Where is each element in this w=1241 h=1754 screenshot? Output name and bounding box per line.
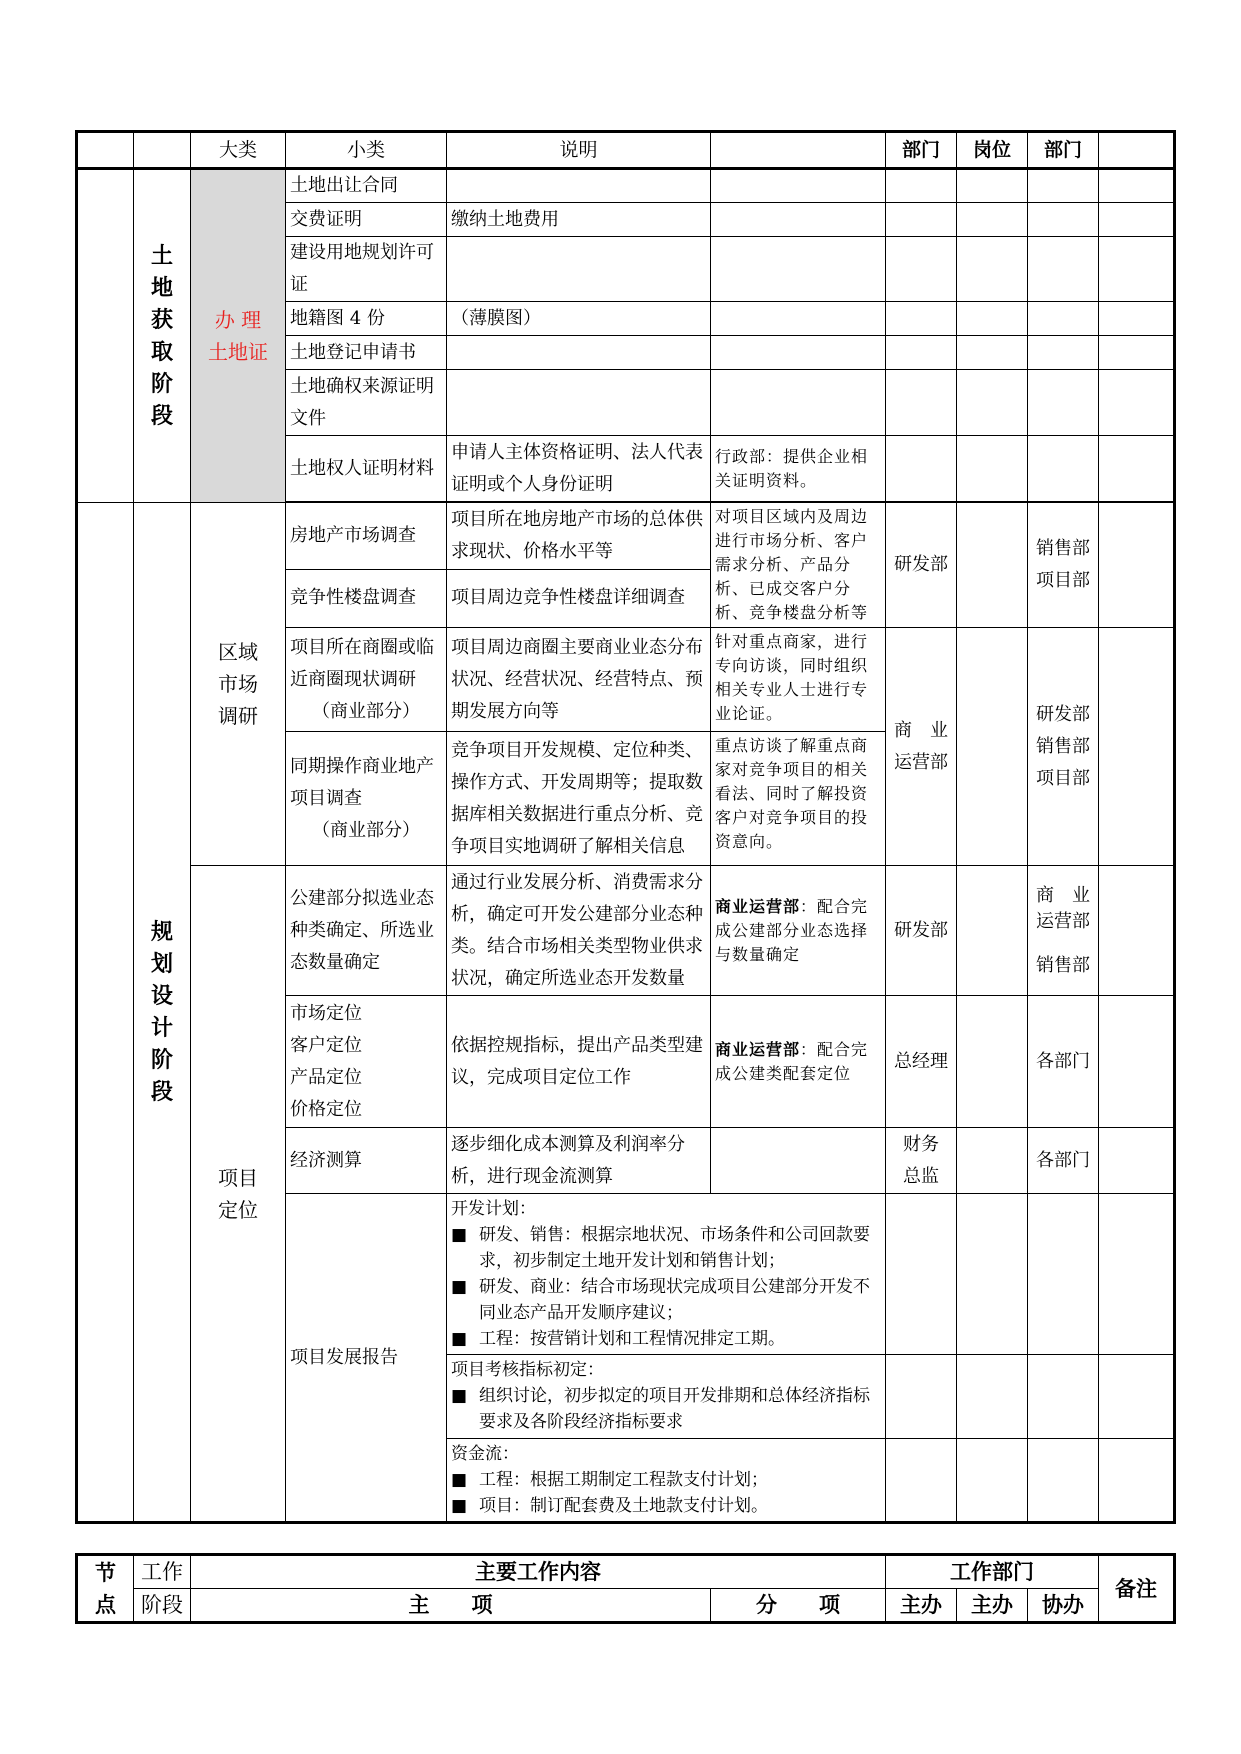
assist-dept: 研发部 销售部 项目部 — [1028, 628, 1099, 866]
description: 项目周边商圈主要商业业态分布状况、经营状况、经营特点、预期发展方向等 — [447, 628, 711, 732]
sub-item: 竞争性楼盘调查 — [286, 569, 447, 627]
header-category: 大类 — [191, 132, 286, 169]
description: 项目周边竞争性楼盘详细调查 — [447, 569, 711, 627]
position — [957, 1128, 1028, 1194]
work-content-table — [75, 130, 1176, 1524]
description: 申请人主体资格证明、法人代表证明或个人身份证明 — [447, 436, 711, 502]
table-header-row — [77, 132, 1175, 169]
header-blank-3 — [711, 132, 886, 169]
header-sub-item: 分 项 — [711, 1589, 886, 1623]
description — [447, 237, 711, 302]
header-dept-2: 部门 — [1028, 132, 1099, 169]
lead-dept: 商 业 运营部 — [886, 628, 957, 866]
sub-item: 市场定位 客户定位 产品定位 价格定位 — [286, 996, 447, 1128]
development-plan: 开发计划： ■ 研发、销售：根据宗地状况、市场条件和公司回款要求，初步制定土地开发计划和销售计划； ■ 研发、商业：结合市场现状完成项目公建部分开发不同业态产品开发顺序建议； ■ 工程：按营销计划和工程情况排定工期。 — [447, 1194, 886, 1355]
header-main-content: 主要工作内容 — [191, 1555, 886, 1589]
header-blank-1 — [77, 132, 134, 169]
remark — [1099, 866, 1175, 996]
header-work-dept: 工作部门 — [886, 1555, 1099, 1589]
header-position: 岗位 — [957, 132, 1028, 169]
table-row — [77, 1589, 1175, 1623]
description: 项目所在地房地产市场的总体供求现状、价格水平等 — [447, 503, 711, 570]
description — [447, 336, 711, 370]
category-market-research: 区域 市场 调研 — [191, 503, 286, 866]
description: 依据控规指标，提出产品类型建议，完成项目定位工作 — [447, 996, 711, 1128]
cash-flow: 资金流： ■ 工程：根据工期制定工程款支付计划； ■ 项目：制订配套费及土地款支付计划。 — [447, 1439, 886, 1523]
note: 重点访谈了解重点商家对竞争项目的相关看法、同时了解投资客户对竞争项目的投资意向。 — [711, 732, 886, 866]
lead-dept: 研发部 — [886, 503, 957, 628]
header-node: 节 点 — [77, 1555, 134, 1623]
header-assist: 协办 — [1028, 1589, 1099, 1623]
note: 行政部：提供企业相关证明资料。 — [711, 436, 886, 502]
header-lead-1: 主办 — [886, 1589, 957, 1623]
node-cell — [77, 503, 134, 1523]
header-blank-2 — [134, 132, 191, 169]
position — [957, 996, 1028, 1128]
position — [957, 866, 1028, 996]
sub-item: 交费证明 — [286, 203, 447, 237]
sub-item: 土地确权来源证明文件 — [286, 370, 447, 436]
category-project-positioning: 项目 定位 — [191, 866, 286, 1523]
sub-item: 同期操作商业地产项目调查 （商业部分） — [286, 732, 447, 866]
header-remark: 备注 — [1099, 1555, 1175, 1623]
note — [711, 169, 886, 203]
header-lead-2: 主办 — [957, 1589, 1028, 1623]
description: （薄膜图） — [447, 302, 711, 336]
category-land-certificate: 办 理 土地证 — [191, 169, 286, 503]
assist-dept: 销售部 项目部 — [1028, 503, 1099, 628]
sub-item: 公建部分拟选业态种类确定、所选业态数量确定 — [286, 866, 447, 996]
position — [957, 628, 1028, 866]
note — [711, 1128, 886, 1194]
node-cell — [77, 169, 134, 503]
table-row — [77, 169, 1175, 203]
table-row — [77, 503, 1175, 570]
header-subcategory: 小类 — [286, 132, 447, 169]
table-row — [77, 1555, 1175, 1589]
lead-dept: 总经理 — [886, 996, 957, 1128]
description: 通过行业发展分析、消费需求分析，确定可开发公建部分业态种类。结合市场相关类型物业供求状况，确定所选业态开发数量 — [447, 866, 711, 996]
header-description: 说明 — [447, 132, 711, 169]
note: 商业运营部：配合完成公建类配套定位 — [711, 996, 886, 1128]
stage-planning-design: 规 划 设 计 阶 段 — [134, 503, 191, 1523]
remark — [1099, 628, 1175, 866]
description: 竞争项目开发规模、定位种类、操作方式、开发周期等；提取数据库相关数据进行重点分析、竞争项目实地调研了解相关信息 — [447, 732, 711, 866]
sub-item: 经济测算 — [286, 1128, 447, 1194]
description: 缴纳土地费用 — [447, 203, 711, 237]
remark — [1099, 1128, 1175, 1194]
note: 商业运营部：配合完成公建部分业态选择与数量确定 — [711, 866, 886, 996]
lead-dept: 研发部 — [886, 866, 957, 996]
note: 针对重点商家，进行专向访谈，同时组织相关专业人士进行专业论证。 — [711, 628, 886, 732]
stage-land-acquisition: 土 地 获 取 阶 段 — [134, 169, 191, 503]
table-row — [77, 866, 1175, 996]
header-stage-bottom: 阶段 — [134, 1589, 191, 1623]
description — [447, 169, 711, 203]
assist-dept: 商 业 运营部 销售部 — [1028, 866, 1099, 996]
header-stage-top: 工作 — [134, 1555, 191, 1589]
remark — [1099, 503, 1175, 628]
note: 对项目区域内及周边进行市场分析、客户需求分析、产品分析、已成交客户分析、竞争楼盘分析等 — [711, 503, 886, 628]
kpi-preliminary: 项目考核指标初定： ■ 组织讨论，初步拟定的项目开发排期和总体经济指标要求及各阶段经济指标要求 — [447, 1355, 886, 1439]
sub-item: 房地产市场调查 — [286, 503, 447, 570]
sub-item: 项目所在商圈或临近商圈现状调研 （商业部分） — [286, 628, 447, 732]
sub-item: 土地登记申请书 — [286, 336, 447, 370]
description — [447, 370, 711, 436]
sub-item: 项目发展报告 — [286, 1194, 447, 1523]
sub-item: 土地权人证明材料 — [286, 436, 447, 502]
header-blank-4 — [1099, 132, 1175, 169]
description: 逐步细化成本测算及利润率分析，进行现金流测算 — [447, 1128, 711, 1194]
position — [957, 503, 1028, 628]
remark — [1099, 996, 1175, 1128]
next-page-header-table — [75, 1553, 1176, 1624]
header-dept: 部门 — [886, 132, 957, 169]
assist-dept: 各部门 — [1028, 1128, 1099, 1194]
sub-item: 建设用地规划许可证 — [286, 237, 447, 302]
lead-dept: 财务 总监 — [886, 1128, 957, 1194]
header-main-item: 主 项 — [191, 1589, 711, 1623]
sub-item: 土地出让合同 — [286, 169, 447, 203]
assist-dept: 各部门 — [1028, 996, 1099, 1128]
sub-item: 地籍图 4 份 — [286, 302, 447, 336]
